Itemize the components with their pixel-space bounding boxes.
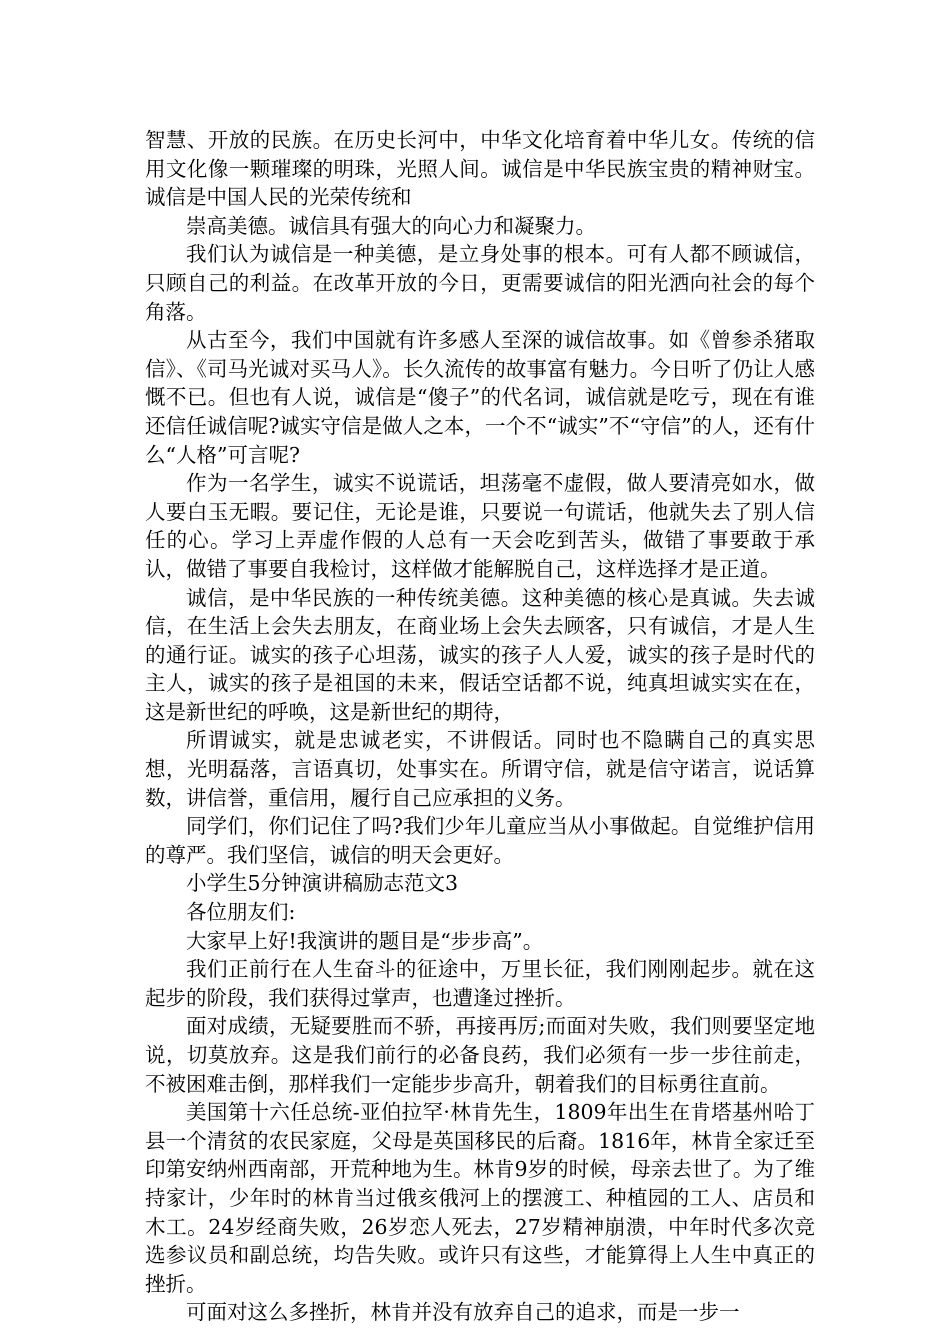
salutation: 各位朋友们: xyxy=(186,900,296,925)
document-page xyxy=(145,126,815,1327)
paragraph-0: 智慧、开放的民族。在历史长河中，中华文化培育着中华儿女。传统的信用文化像一颗璀璨的明珠，光照人间。诚信是中华民族宝贵的精神财宝。诚信是中国人民的光荣传统和 xyxy=(145,128,815,210)
paragraph-13: 美国第十六任总统-亚伯拉罕·林肯先生，1809年出生在肯塔基州哈丁县一个清贫的农民家庭，父母是英国移民的后裔。1816年，林肯全家迁至印第安纳州西南部，开荒种地为生。林肯9岁的时候，母亲去世了。为了维持家计，少年时的林肯当过俄亥俄河上的摆渡工、种植园的工人、店员和木工。24岁经商失败，26岁恋人死去，27岁精神崩溃，中年时代多次竞选参议员和副总统，均告失败。或许只有这些，才能算得上人生中真正的挫折。 xyxy=(145,1100,815,1296)
paragraph-4: 作为一名学生，诚实不说谎话，坦荡毫不虚假，做人要清亮如水，做人要白玉无暇。要记住，无论是谁，只要说一句谎话，他就失去了别人信任的心。学习上弄虚作假的人总有一天会吃到苦头，做错了事要敢于承认，做错了事要自我检讨，这样做才能解脱自己，这样选择才是正道。 xyxy=(145,471,815,581)
paragraph-7: 同学们，你们记住了吗?我们少年儿童应当从小事做起。自觉维护信用的尊严。我们坚信，诚信的明天会更好。 xyxy=(145,814,815,867)
paragraph-12: 面对成绩，无疑要胜而不骄，再接再厉;而面对失败，我们则要坚定地说，切莫放弃。这是我们前行的必备良药，我们必须有一步一步往前走，不被困难击倒，那样我们一定能步步高升，朝着我们的目标勇往直前。 xyxy=(145,1014,815,1096)
section-heading: 小学生5分钟演讲稿励志范文3 xyxy=(186,871,459,896)
paragraph-5: 诚信，是中华民族的一种传统美德。这种美德的核心是真诚。失去诚信，在生活上会失去朋友，在商业场上会失去顾客，只有诚信，才是人生的通行证。诚实的孩子心坦荡，诚实的孩子人人爱，诚实的孩子是时代的主人，诚实的孩子是祖国的未来，假话空话都不说，纯真坦诚实实在在，这是新世纪的呼唤，这是新世纪的期待， xyxy=(145,585,815,724)
paragraph-11: 我们正前行在人生奋斗的征途中，万里长征，我们刚刚起步。就在这起步的阶段，我们获得过掌声，也遭逢过挫折。 xyxy=(145,957,815,1010)
paragraph-14: 可面对这么多挫折，林肯并没有放弃自己的追求，而是一步一 xyxy=(186,1300,740,1325)
paragraph-3: 从古至今，我们中国就有许多感人至深的诚信故事。如《曾参杀猪取信》、《司马光诚对买马人》。长久流传的故事富有魅力。今日听了仍让人感慨不已。但也有人说，诚信是“傻子”的代名词，诚信就是吃亏，现在有谁还信任诚信呢?诚实守信是做人之本，一个不“诚实”不“守信”的人，还有什么“人格”可言呢? xyxy=(145,328,815,467)
paragraph-6: 所谓诚实，就是忠诚老实，不讲假话。同时也不隐瞒自己的真实思想，光明磊落，言语真切，处事实在。所谓守信，就是信守诺言，说话算数，讲信誉，重信用，履行自己应承担的义务。 xyxy=(145,728,815,810)
paragraph-2: 我们认为诚信是一种美德，是立身处事的根本。可有人都不顾诚信，只顾自己的利益。在改革开放的今日，更需要诚信的阳光洒向社会的每个角落。 xyxy=(145,242,815,324)
paragraph-1: 崇高美德。诚信具有强大的向心力和凝聚力。 xyxy=(186,213,596,238)
paragraph-10: 大家早上好!我演讲的题目是“步步高”。 xyxy=(186,928,544,953)
